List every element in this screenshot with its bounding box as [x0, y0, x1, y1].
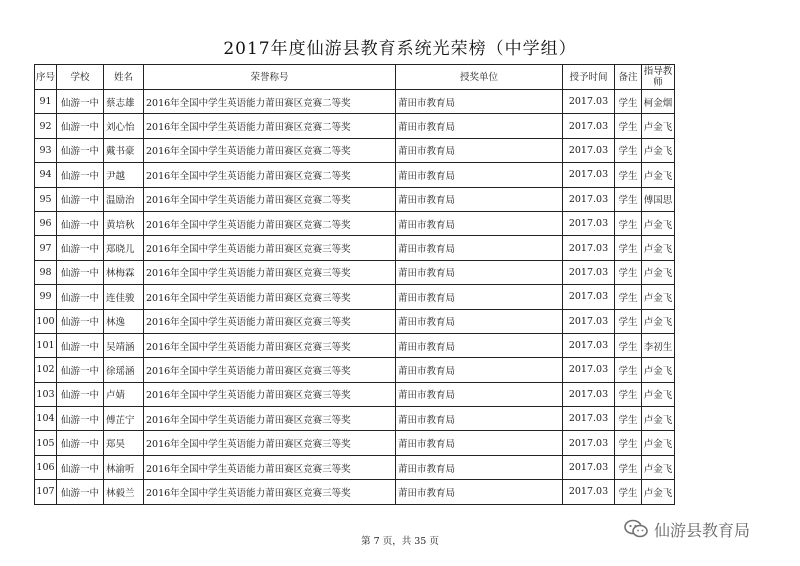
col-note-cell: 学生 [615, 138, 642, 162]
col-index-cell: 99 [35, 285, 57, 309]
col-teacher-cell: 卢金飞 [642, 211, 675, 235]
col-note-cell: 学生 [615, 480, 642, 504]
table-header-row [35, 65, 675, 90]
col-name-cell: 徐瑶涵 [104, 358, 144, 382]
col-school-cell: 仙游一中 [57, 260, 104, 284]
col-school-cell: 仙游一中 [57, 90, 104, 114]
col-name-cell: 刘心怡 [104, 114, 144, 138]
col-date-cell: 2017.03 [563, 114, 615, 138]
col-school-cell: 仙游一中 [57, 236, 104, 260]
col-honor-cell: 2016年全国中学生英语能力莆田赛区竞赛三等奖 [144, 455, 396, 479]
col-teacher-cell: 卢金飞 [642, 309, 675, 333]
col-school-cell: 仙游一中 [57, 407, 104, 431]
watermark [624, 514, 750, 544]
col-date-cell: 2017.03 [563, 285, 615, 309]
wechat-official-account-icon [624, 519, 648, 539]
col-awarder-cell: 莆田市教育局 [396, 480, 563, 504]
table-body [35, 90, 675, 505]
col-teacher-cell: 卢金飞 [642, 138, 675, 162]
col-note-cell: 学生 [615, 407, 642, 431]
col-index-cell: 98 [35, 260, 57, 284]
col-name-cell: 郑晓儿 [104, 236, 144, 260]
col-honor-cell: 2016年全国中学生英语能力莆田赛区竞赛二等奖 [144, 90, 396, 114]
col-note-cell: 学生 [615, 211, 642, 235]
table-row [35, 114, 675, 138]
col-awarder-cell: 莆田市教育局 [396, 114, 563, 138]
col-awarder-cell: 莆田市教育局 [396, 90, 563, 114]
col-teacher-cell: 卢金飞 [642, 455, 675, 479]
col-date-cell: 2017.03 [563, 407, 615, 431]
col-name-header: 姓名 [104, 65, 144, 90]
col-awarder-cell: 莆田市教育局 [396, 138, 563, 162]
col-school-cell: 仙游一中 [57, 138, 104, 162]
col-date-cell: 2017.03 [563, 211, 615, 235]
col-index-cell: 106 [35, 455, 57, 479]
col-awarder-cell: 莆田市教育局 [396, 455, 563, 479]
col-note-cell: 学生 [615, 358, 642, 382]
col-date-cell: 2017.03 [563, 90, 615, 114]
col-awarder-header: 授奖单位 [396, 65, 563, 90]
col-note-cell: 学生 [615, 333, 642, 357]
col-index-cell: 91 [35, 90, 57, 114]
col-name-cell: 林逸 [104, 309, 144, 333]
col-name-cell: 温励治 [104, 187, 144, 211]
col-index-cell: 105 [35, 431, 57, 455]
col-school-cell: 仙游一中 [57, 285, 104, 309]
col-date-cell: 2017.03 [563, 163, 615, 187]
table-row [35, 260, 675, 284]
col-note-cell: 学生 [615, 382, 642, 406]
col-teacher-cell: 卢金飞 [642, 236, 675, 260]
col-teacher-cell: 卢金飞 [642, 285, 675, 309]
col-school-cell: 仙游一中 [57, 431, 104, 455]
table-row [35, 163, 675, 187]
table-row [35, 480, 675, 504]
col-index-cell: 96 [35, 211, 57, 235]
col-date-cell: 2017.03 [563, 236, 615, 260]
col-honor-cell: 2016年全国中学生英语能力莆田赛区竞赛二等奖 [144, 114, 396, 138]
table-row [35, 138, 675, 162]
col-date-cell: 2017.03 [563, 480, 615, 504]
table-row [35, 455, 675, 479]
col-school-cell: 仙游一中 [57, 163, 104, 187]
table-row [35, 309, 675, 333]
col-teacher-cell: 卢金飞 [642, 480, 675, 504]
col-index-cell: 101 [35, 333, 57, 357]
col-school-cell: 仙游一中 [57, 211, 104, 235]
col-honor-cell: 2016年全国中学生英语能力莆田赛区竞赛三等奖 [144, 260, 396, 284]
col-index-cell: 93 [35, 138, 57, 162]
col-teacher-cell: 卢金飞 [642, 407, 675, 431]
col-school-cell: 仙游一中 [57, 358, 104, 382]
col-date-cell: 2017.03 [563, 382, 615, 406]
page-title: 2017年度仙游县教育系统光荣榜（中学组） [223, 39, 577, 59]
col-note-header: 备注 [615, 65, 642, 90]
col-date-cell: 2017.03 [563, 138, 615, 162]
col-index-cell: 95 [35, 187, 57, 211]
col-name-cell: 林渝听 [104, 455, 144, 479]
col-name-cell: 卢婧 [104, 382, 144, 406]
col-name-cell: 傅芷宁 [104, 407, 144, 431]
col-note-cell: 学生 [615, 285, 642, 309]
col-awarder-cell: 莆田市教育局 [396, 407, 563, 431]
col-honor-cell: 2016年全国中学生英语能力莆田赛区竞赛二等奖 [144, 138, 396, 162]
col-index-cell: 100 [35, 309, 57, 333]
col-honor-cell: 2016年全国中学生英语能力莆田赛区竞赛三等奖 [144, 431, 396, 455]
page-footer: 第 7 页，共 35 页 [361, 536, 439, 547]
col-awarder-cell: 莆田市教育局 [396, 260, 563, 284]
col-honor-cell: 2016年全国中学生英语能力莆田赛区竞赛三等奖 [144, 480, 396, 504]
col-awarder-cell: 莆田市教育局 [396, 163, 563, 187]
col-note-cell: 学生 [615, 114, 642, 138]
table-row [35, 407, 675, 431]
col-date-cell: 2017.03 [563, 455, 615, 479]
col-honor-cell: 2016年全国中学生英语能力莆田赛区竞赛三等奖 [144, 285, 396, 309]
col-awarder-cell: 莆田市教育局 [396, 187, 563, 211]
table-row [35, 285, 675, 309]
col-name-cell: 戴书豪 [104, 138, 144, 162]
col-awarder-cell: 莆田市教育局 [396, 358, 563, 382]
col-awarder-cell: 莆田市教育局 [396, 236, 563, 260]
col-awarder-cell: 莆田市教育局 [396, 333, 563, 357]
col-teacher-cell: 李初生 [642, 333, 675, 357]
col-name-cell: 尹越 [104, 163, 144, 187]
col-school-cell: 仙游一中 [57, 480, 104, 504]
watermark-text: 仙游县教育局 [654, 520, 751, 540]
col-honor-header: 荣誉称号 [144, 65, 396, 90]
col-school-header: 学校 [57, 65, 104, 90]
col-awarder-cell: 莆田市教育局 [396, 285, 563, 309]
col-note-cell: 学生 [615, 455, 642, 479]
col-index-cell: 107 [35, 480, 57, 504]
col-school-cell: 仙游一中 [57, 455, 104, 479]
table-row [35, 236, 675, 260]
col-awarder-cell: 莆田市教育局 [396, 382, 563, 406]
table-row [35, 333, 675, 357]
col-honor-cell: 2016年全国中学生英语能力莆田赛区竞赛三等奖 [144, 407, 396, 431]
col-honor-cell: 2016年全国中学生英语能力莆田赛区竞赛三等奖 [144, 382, 396, 406]
col-note-cell: 学生 [615, 309, 642, 333]
table-row [35, 431, 675, 455]
col-honor-cell: 2016年全国中学生英语能力莆田赛区竞赛三等奖 [144, 309, 396, 333]
col-honor-cell: 2016年全国中学生英语能力莆田赛区竞赛三等奖 [144, 358, 396, 382]
col-note-cell: 学生 [615, 187, 642, 211]
honor-roll-table [34, 64, 675, 505]
col-index-cell: 94 [35, 163, 57, 187]
table-row [35, 187, 675, 211]
col-index-cell: 104 [35, 407, 57, 431]
col-school-cell: 仙游一中 [57, 333, 104, 357]
col-teacher-cell: 傅国思 [642, 187, 675, 211]
col-date-cell: 2017.03 [563, 431, 615, 455]
col-teacher-cell: 卢金飞 [642, 163, 675, 187]
table-row [35, 382, 675, 406]
col-name-cell: 郑昊 [104, 431, 144, 455]
col-note-cell: 学生 [615, 236, 642, 260]
col-index-cell: 103 [35, 382, 57, 406]
col-honor-cell: 2016年全国中学生英语能力莆田赛区竞赛二等奖 [144, 211, 396, 235]
col-school-cell: 仙游一中 [57, 114, 104, 138]
col-teacher-cell: 卢金飞 [642, 114, 675, 138]
col-note-cell: 学生 [615, 90, 642, 114]
col-honor-cell: 2016年全国中学生英语能力莆田赛区竞赛三等奖 [144, 333, 396, 357]
col-date-cell: 2017.03 [563, 309, 615, 333]
col-name-cell: 蔡志雄 [104, 90, 144, 114]
col-note-cell: 学生 [615, 163, 642, 187]
col-date-cell: 2017.03 [563, 260, 615, 284]
col-name-cell: 连佳骏 [104, 285, 144, 309]
col-index-cell: 97 [35, 236, 57, 260]
col-teacher-cell: 卢金飞 [642, 431, 675, 455]
col-index-cell: 102 [35, 358, 57, 382]
col-teacher-cell: 卢金飞 [642, 358, 675, 382]
table-row [35, 358, 675, 382]
col-teacher-cell: 柯金烟 [642, 90, 675, 114]
table-row [35, 90, 675, 114]
col-name-cell: 黄培秋 [104, 211, 144, 235]
col-note-cell: 学生 [615, 260, 642, 284]
col-date-header: 授予时间 [563, 65, 615, 90]
col-date-cell: 2017.03 [563, 333, 615, 357]
col-awarder-cell: 莆田市教育局 [396, 309, 563, 333]
col-date-cell: 2017.03 [563, 358, 615, 382]
col-school-cell: 仙游一中 [57, 187, 104, 211]
col-index-cell: 92 [35, 114, 57, 138]
col-teacher-cell: 卢金飞 [642, 382, 675, 406]
col-awarder-cell: 莆田市教育局 [396, 211, 563, 235]
col-school-cell: 仙游一中 [57, 309, 104, 333]
col-school-cell: 仙游一中 [57, 382, 104, 406]
col-note-cell: 学生 [615, 431, 642, 455]
col-honor-cell: 2016年全国中学生英语能力莆田赛区竞赛三等奖 [144, 236, 396, 260]
col-teacher-cell: 卢金飞 [642, 260, 675, 284]
col-awarder-cell: 莆田市教育局 [396, 431, 563, 455]
col-name-cell: 林毅兰 [104, 480, 144, 504]
col-teacher-header: 指导教师 [642, 65, 675, 90]
table-row [35, 211, 675, 235]
col-honor-cell: 2016年全国中学生英语能力莆田赛区竞赛二等奖 [144, 187, 396, 211]
col-name-cell: 林梅霖 [104, 260, 144, 284]
col-honor-cell: 2016年全国中学生英语能力莆田赛区竞赛二等奖 [144, 163, 396, 187]
col-date-cell: 2017.03 [563, 187, 615, 211]
col-name-cell: 吴靖涵 [104, 333, 144, 357]
col-index-header: 序号 [35, 65, 57, 90]
